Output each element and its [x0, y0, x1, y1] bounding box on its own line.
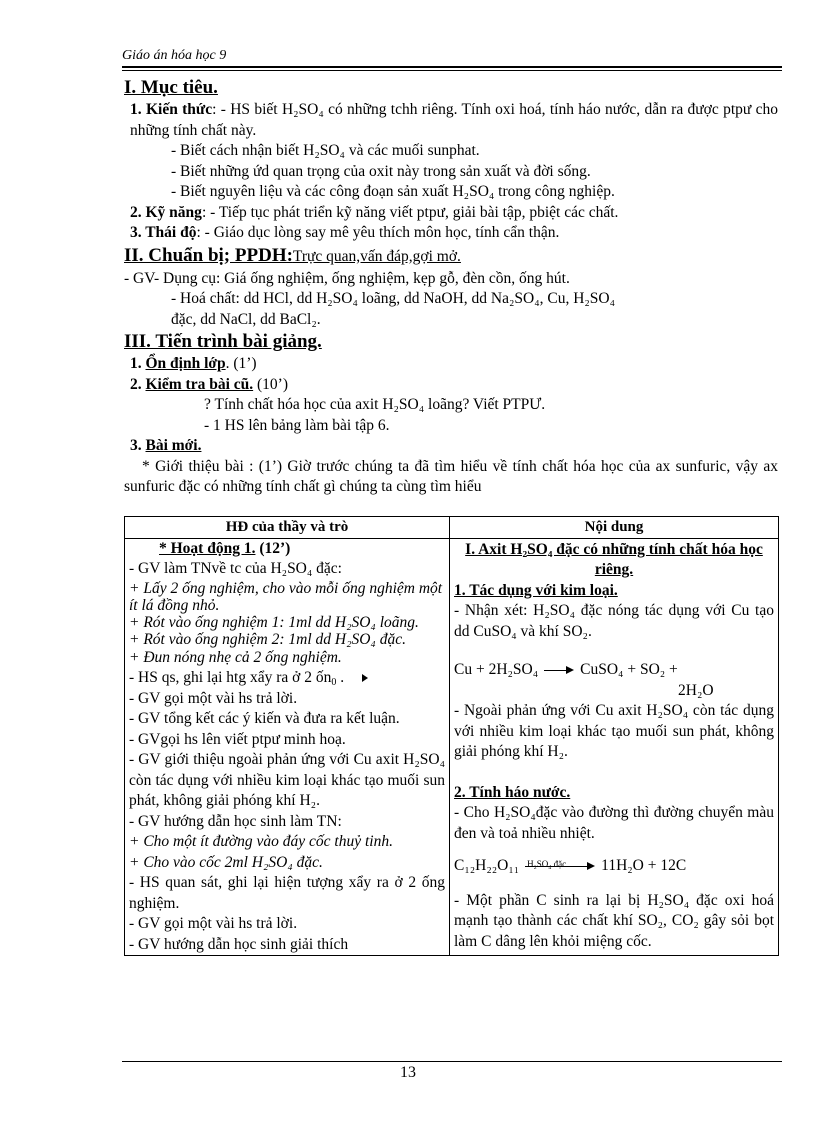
skills-label: 2. Kỹ năng: [130, 203, 202, 221]
chemicals-line: - Hoá chất: dd HCl, dd H₂SO₄ loãng, dd NaOH, dd Na₂SO₄, Cu, H₂SO₄: [171, 290, 616, 307]
content-paragraph: - Nhận xét: H₂SO₄ đặc nóng tác dụng với Cu tạo dd CuSO₄ và khí SO₂.: [454, 602, 774, 640]
content-paragraph: - Ngoài phản ứng với Cu axit H₂SO₄ còn tác dụng với nhiều kim loại khác tạo muối sun phát, không giải phóng khí H₂.: [454, 702, 774, 760]
equation-1-right: CuSO₄ + SO₂ +: [580, 661, 678, 678]
equation-2-left: C₁₂H₂₂O₁₁: [454, 857, 520, 874]
chemicals-line-2: đặc, dd NaCl, dd BaCl₂.: [171, 310, 321, 328]
step-2-label: Kiểm tra bài cũ.: [145, 375, 254, 393]
step-3-label: Bài mới.: [145, 437, 202, 454]
content-heading-2: 2. Tính háo nước.: [454, 783, 571, 801]
step-2-num: 2.: [130, 375, 142, 393]
content-column: [450, 538, 779, 956]
arrow-icon: [525, 858, 595, 874]
step-3-num: 3.: [130, 437, 142, 454]
equation-2-right: 11H₂O + 12C: [601, 857, 687, 874]
equation-1: [454, 660, 774, 681]
activity-line: + Rót vào ống nghiệm 1: 1ml dd H₂SO₄ loãng.: [129, 613, 419, 631]
equipment-line: - GV- Dụng cụ: Giá ống nghiệm, ống nghiệm, kẹp gỗ, đèn cồn, ống hút.: [124, 269, 570, 287]
activity-line-text: - HS qs, ghi lại htg xẩy ra ở 2 ốn: [129, 669, 332, 686]
activity-line: + Cho một ít đường vào đáy cốc thuỷ tinh.: [129, 833, 393, 850]
arrow-label: H₂SO₄ đặc: [527, 859, 567, 870]
step-1-time: . (1’): [225, 355, 257, 372]
activity-line: - GVgọi hs lên viết ptpư minh hoạ.: [129, 730, 346, 748]
equation-1-left: Cu + 2H₂SO₄: [454, 661, 539, 678]
section-2-methods: Trực quan,vấn đáp,gợi mở.: [292, 247, 461, 265]
table-row: [125, 538, 779, 956]
activity-title: [129, 539, 445, 560]
table-header-row: [125, 517, 779, 539]
activity-line: - GV giới thiệu ngoài phản ứng với Cu axit H₂SO₄ còn tác dụng với nhiều kim loại khác tạo muối sun phát, không giải phóng khí H₂.: [129, 751, 445, 809]
activity-line: + Lấy 2 ống nghiệm, cho vào mỗi ống nghiệm một ít lá đồng nhỏ.: [129, 579, 443, 614]
objective-bullet: - Biết nguyên liệu và các công đoạn sản xuất H₂SO₄ trong công nghiệp.: [171, 183, 615, 200]
section-2-title: [124, 244, 778, 269]
step-3: [124, 436, 778, 457]
table-header-right: Nội dung: [450, 517, 779, 539]
arrow-icon: [544, 665, 574, 675]
content-paragraph: - Một phần C sinh ra lại bị H₂SO₄ đặc oxi hoá mạnh tạo thành các chất khí SO₂, CO₂ gây sỏi bọt làm C dâng lên khỏi miệng cốc.: [454, 891, 774, 950]
equation-1-cont: 2H₂O: [678, 681, 714, 699]
section-3-title: III. Tiến trình bài giảng.: [124, 331, 322, 352]
lesson-table: [124, 516, 779, 956]
play-icon: [362, 674, 368, 682]
skills-paragraph: [124, 203, 778, 224]
footer-rule: [122, 1061, 782, 1062]
teacher-student-column: [125, 538, 450, 956]
activity-line: + Cho vào cốc 2ml H₂SO₄ đặc.: [129, 853, 323, 871]
header-rule: [122, 66, 782, 68]
spacer: [454, 763, 774, 783]
objective-bullet: - Biết cách nhận biết H₂SO₄ và các muối sunphat.: [171, 142, 480, 159]
document-body: [124, 76, 778, 498]
spacer: [454, 877, 774, 891]
page-number: 13: [400, 1064, 416, 1081]
review-task: - 1 HS lên bảng làm bài tập 6.: [204, 416, 390, 434]
activity-line: - GV làm TNvề tc của H₂SO₄ đặc:: [129, 560, 342, 577]
step-1-label: Ổn định lớp: [145, 355, 226, 372]
knowledge-paragraph: [124, 100, 778, 141]
content-title: I. Axit H₂SO₄ đặc có những tính chất hóa học riêng.: [465, 540, 763, 578]
content-paragraph: - Cho H₂SO₄đặc vào đường thì đường chuyển màu đen và toả nhiều nhiệt.: [454, 804, 774, 842]
lesson-intro: * Giới thiệu bài : (1’) Giờ trước chúng ta đã tìm hiểu về tính chất hóa học của ax sunfuric, vậy ax sunfuric đặc có những tính chất gì chúng ta cùng tìm hiểu: [124, 457, 778, 495]
attitude-paragraph: [124, 223, 778, 244]
activity-line-end: .: [336, 669, 345, 686]
activity-line: - HS quan sát, ghi lại hiện tượng xẩy ra ở 2 ống nghiệm.: [129, 874, 445, 912]
attitude-text: : - Giáo dục lòng say mê yêu thích môn học, tính cẩn thận.: [196, 224, 560, 241]
header-title: Giáo án hóa học 9: [122, 48, 227, 63]
section-2-heading: II. Chuẩn bị; PPDH:: [124, 244, 293, 266]
activity-line: [129, 668, 445, 689]
step-2-time: (10’): [253, 375, 288, 393]
activity-line: - GV gọi một vài hs trả lời.: [129, 689, 298, 707]
activity-label: * Hoạt động 1.: [159, 539, 256, 557]
activity-line: - GV hướng dẫn học sinh giải thích: [129, 935, 349, 953]
activity-line: - GV tổng kết các ý kiến và đưa ra kết luận.: [129, 710, 400, 727]
header-rule-thin: [122, 70, 782, 71]
review-question: ? Tính chất hóa học của axit H₂SO₄ loãng? Viết PTPƯ.: [204, 396, 546, 413]
knowledge-text: : - HS biết H₂SO₄ có những tchh riêng. Tính oxi hoá, tính háo nước, dẫn ra được ptpư cho những tính chất này.: [130, 101, 778, 139]
activity-line: - GV gọi một vài hs trả lời.: [129, 915, 298, 932]
spacer: [454, 844, 774, 856]
activity-line-sub: 0: [331, 677, 337, 688]
attitude-label: 3. Thái độ: [130, 224, 197, 241]
skills-text: : - Tiếp tục phát triển kỹ năng viết ptpư, giải bài tập, pbiệt các chất.: [201, 203, 619, 221]
activity-line: + Rót vào ống nghiệm 2: 1ml dd H₂SO₄ đặc.: [129, 630, 406, 648]
step-1: [124, 354, 778, 375]
section-1-title: I. Mục tiêu.: [124, 77, 218, 98]
activity-line: + Đun nóng nhẹ cả 2 ống nghiệm.: [129, 648, 342, 666]
step-2: [124, 375, 778, 396]
step-1-num: 1.: [130, 355, 142, 372]
knowledge-label: 1. Kiến thức: [130, 101, 213, 118]
activity-line: - GV hướng dẫn học sinh làm TN:: [129, 812, 342, 830]
objective-bullet: - Biết những ứd quan trọng của oxit này trong sản xuất và đời sống.: [171, 162, 591, 180]
equation-2: [454, 856, 774, 877]
spacer: [454, 642, 774, 660]
activity-time: (12’): [259, 539, 291, 557]
content-heading-1: 1. Tác dụng với kim loại.: [454, 581, 618, 599]
table-header-left: HĐ của thầy và trò: [125, 517, 450, 539]
